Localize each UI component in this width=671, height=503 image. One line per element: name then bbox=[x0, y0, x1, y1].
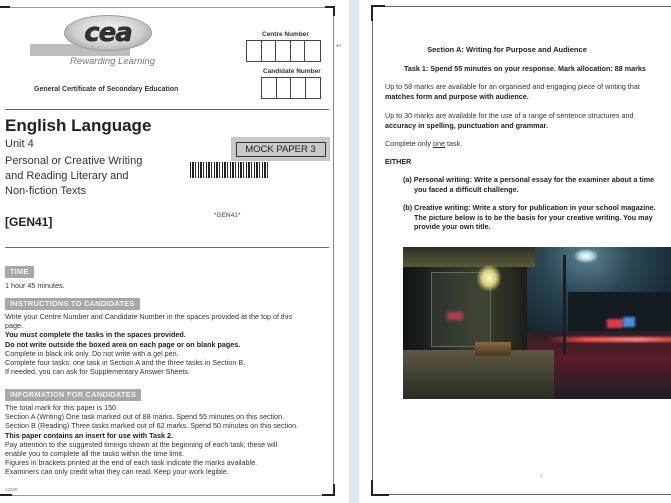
instruction-line: Complete in black ink only. Do not write with a gel pen. bbox=[5, 348, 179, 358]
time-text bbox=[5, 281, 330, 290]
paragraph-line: Up to 30 marks are available for the use of a range of sentence structures and bbox=[385, 111, 634, 120]
digit-box[interactable] bbox=[276, 41, 291, 61]
instruction-line: If needed, you can ask for Supplementary Answer Sheets. bbox=[5, 367, 190, 377]
page-border-right bbox=[333, 8, 334, 490]
unit-title-line: Non-fiction Texts bbox=[5, 185, 87, 197]
instruction-emphasis: one bbox=[432, 139, 445, 148]
crop-mark bbox=[371, 5, 385, 7]
stimulus-image bbox=[403, 247, 671, 399]
logo-text: cea bbox=[84, 18, 132, 48]
instructions-heading: INSTRUCTIONS TO CANDIDATES bbox=[5, 298, 140, 310]
barcode bbox=[190, 162, 270, 178]
task-heading: Task 1: Spend 55 minutes on your response. Mark allocation: 88 marks bbox=[404, 64, 646, 73]
digit-box[interactable] bbox=[305, 41, 320, 61]
crop-mark bbox=[333, 484, 335, 496]
paragraph-line: Up to 58 marks are available for an organised and engaging piece of writing that bbox=[385, 82, 640, 91]
digit-box[interactable] bbox=[291, 78, 306, 98]
digit-box[interactable] bbox=[262, 78, 277, 98]
bench bbox=[475, 342, 511, 356]
option-line: (a) Personal writing: Write a personal essay for the examiner about a time bbox=[403, 175, 655, 184]
information-line: Examiners can only credit what they can read. Keep your work legible. bbox=[5, 467, 229, 477]
crop-mark bbox=[371, 494, 389, 496]
instruction-line: page. bbox=[5, 321, 23, 331]
instruction-line: You must complete the tasks in the spaces provided. bbox=[5, 330, 186, 340]
marks-paragraph-2 bbox=[385, 111, 634, 130]
qualification-title: General Certificate of Secondary Education bbox=[34, 86, 179, 93]
information-line: Pay attention to the suggested timings shown at the beginning of each task; these will bbox=[5, 439, 278, 449]
crop-mark bbox=[371, 5, 373, 21]
complete-instruction bbox=[385, 139, 462, 149]
digit-box[interactable] bbox=[262, 41, 277, 61]
crop-mark bbox=[0, 6, 10, 8]
option-b bbox=[403, 203, 656, 232]
page-number: 2 bbox=[540, 473, 543, 478]
digit-box[interactable] bbox=[291, 41, 306, 61]
pointer-cursor-icon: ↵ bbox=[336, 43, 342, 50]
either-label: EITHER bbox=[385, 157, 412, 166]
mock-paper-badge bbox=[231, 137, 330, 161]
crop-mark bbox=[333, 6, 335, 16]
unit-label: Unit 4 bbox=[5, 138, 34, 150]
information-line: Figures in brackets printed at the end of each task indicate the marks available. bbox=[5, 458, 258, 468]
information-line: Section A (Writing) One task marked out of 88 marks. Spend 55 minutes on this section. bbox=[5, 412, 285, 422]
cover-page bbox=[0, 0, 334, 503]
unit-title-line: Personal or Creative Writing bbox=[5, 155, 143, 167]
barcode-text: *GEN41* bbox=[214, 212, 241, 219]
option-a bbox=[403, 175, 654, 194]
candidate-number-boxes[interactable] bbox=[261, 77, 321, 99]
information-line: The total mark for this paper is 150. bbox=[5, 403, 119, 412]
centre-number-label: Centre Number bbox=[262, 31, 309, 38]
mock-paper-label: MOCK PAPER 3 bbox=[236, 142, 326, 157]
information-line: enable you to complete all the tasks within the time limit. bbox=[5, 449, 184, 459]
logo-tagline: Rewarding Learning bbox=[70, 56, 156, 67]
paragraph-line: accuracy in spelling, punctuation and grammar. bbox=[385, 120, 548, 130]
instruction-text: Complete only bbox=[385, 139, 433, 148]
divider bbox=[5, 109, 329, 110]
street-lamp-pole bbox=[563, 255, 566, 355]
marks-paragraph-1 bbox=[385, 82, 640, 101]
neon-sign bbox=[607, 319, 623, 328]
unit-title bbox=[5, 154, 165, 199]
instruction-line: Do not write outside the boxed area on each page or on blank pages. bbox=[5, 339, 241, 349]
instruction-text: task. bbox=[444, 139, 463, 148]
digit-box[interactable] bbox=[277, 78, 292, 98]
shelter-light bbox=[477, 265, 501, 291]
information-list bbox=[5, 403, 330, 477]
page-border-top bbox=[0, 7, 334, 8]
option-line: provide your own title. bbox=[414, 222, 491, 231]
neon-sign bbox=[623, 317, 635, 327]
centre-number-boxes[interactable] bbox=[246, 40, 321, 62]
neon-reflection bbox=[447, 312, 463, 320]
time-heading: TIME bbox=[5, 266, 34, 278]
instruction-line: Write your Centre Number and Candidate Number in the spaces provided at the top of this bbox=[5, 312, 293, 321]
option-line: you faced a difficult challenge. bbox=[414, 184, 519, 194]
paragraph-line: matches form and purpose with audience. bbox=[385, 91, 529, 101]
divider bbox=[5, 247, 329, 248]
time-value: 1 hour 45 minutes. bbox=[5, 281, 65, 290]
information-heading: INFORMATION FOR CANDIDATES bbox=[5, 389, 141, 401]
pavement bbox=[403, 350, 554, 399]
section-heading: Section A: Writing for Purpose and Audience bbox=[427, 45, 587, 54]
digit-box[interactable] bbox=[247, 41, 262, 61]
unit-title-line: and Reading Literary and bbox=[5, 170, 129, 182]
footer-code: 14200 bbox=[5, 487, 18, 492]
candidate-number-label: Candidate Number bbox=[263, 68, 321, 75]
instructions-list bbox=[5, 312, 330, 376]
instruction-line: Complete four tasks: one task in Section A and the three tasks in Section B. bbox=[5, 358, 246, 368]
street-lamp-light bbox=[574, 249, 598, 263]
shelter-roof bbox=[403, 247, 535, 267]
page-border-bottom bbox=[0, 495, 334, 496]
information-line: Section B (Reading) Three tasks marked out of 62 marks. Spend 50 minutes on this section. bbox=[5, 421, 299, 431]
option-line: (b) Creative writing: Write a story for publication in your school magazine. bbox=[403, 203, 656, 212]
subject-title: English Language bbox=[5, 116, 152, 135]
information-line: This paper contains an insert for use with Task 2. bbox=[5, 430, 174, 440]
page-gutter bbox=[349, 0, 359, 503]
paper-code: [GEN41] bbox=[5, 215, 53, 229]
digit-box[interactable] bbox=[306, 78, 321, 98]
option-line: The picture below is to be the basis for your creative writing. You may bbox=[414, 212, 653, 222]
page-two bbox=[372, 6, 671, 495]
crop-mark bbox=[0, 494, 12, 496]
cea-logo bbox=[64, 15, 152, 51]
